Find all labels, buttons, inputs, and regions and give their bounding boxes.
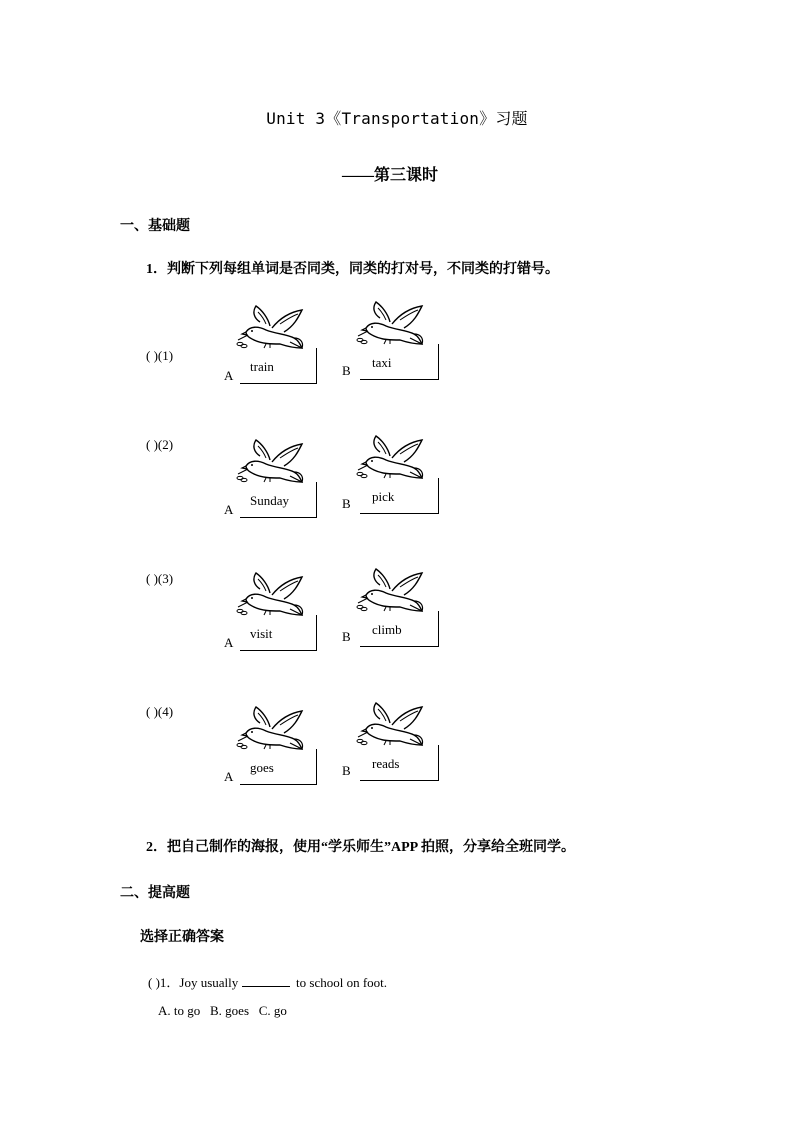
option-b-letter: B: [342, 363, 351, 378]
option-a-word: goes: [250, 760, 274, 775]
option-a-word: train: [250, 359, 274, 374]
section-advanced-heading: 二、提高题: [120, 886, 190, 901]
option-b-letter: B: [342, 496, 351, 511]
option-b-word: taxi: [372, 355, 392, 370]
option-b-word: climb: [372, 622, 402, 637]
option-a-letter: A: [224, 769, 234, 784]
option-a-letter: A: [224, 635, 234, 650]
mc-question-1-options: A. to go B. goes C. go: [158, 1003, 287, 1018]
section-basic-heading: 一、基础题: [120, 219, 190, 234]
answer-paren-2[interactable]: ( )(2): [146, 437, 174, 452]
option-a-word: visit: [250, 626, 273, 641]
option-b-word: reads: [372, 756, 400, 771]
answer-paren-4[interactable]: ( )(4): [146, 704, 174, 719]
question-1-instruction: 1．判断下列每组单词是否同类，同类的打对号，不同类的打错号。: [146, 262, 559, 277]
option-b-letter: B: [342, 763, 351, 778]
mc-question-1-prefix: ( )1．Joy usually: [148, 975, 239, 990]
option-a-letter: A: [224, 502, 234, 517]
option-b-letter: B: [342, 629, 351, 644]
choose-answer-heading: 选择正确答案: [140, 930, 224, 945]
answer-paren-3[interactable]: ( )(3): [146, 571, 174, 586]
question-2-instruction: 2．把自己制作的海报，使用“学乐师生”APP 拍照，分享给全班同学。: [146, 840, 575, 855]
option-a-letter: A: [224, 368, 234, 383]
mc-answer-blank[interactable]: [242, 974, 290, 987]
option-a-word: Sunday: [250, 493, 289, 508]
answer-paren-1[interactable]: ( )(1): [146, 348, 174, 363]
page-title: Unit 3《Transportation》习题: [266, 109, 528, 128]
page-subtitle: ——第三课时: [342, 167, 439, 184]
option-b-word: pick: [372, 489, 395, 504]
mc-question-1: [148, 972, 387, 991]
mc-question-1-suffix: to school on foot.: [296, 975, 388, 990]
